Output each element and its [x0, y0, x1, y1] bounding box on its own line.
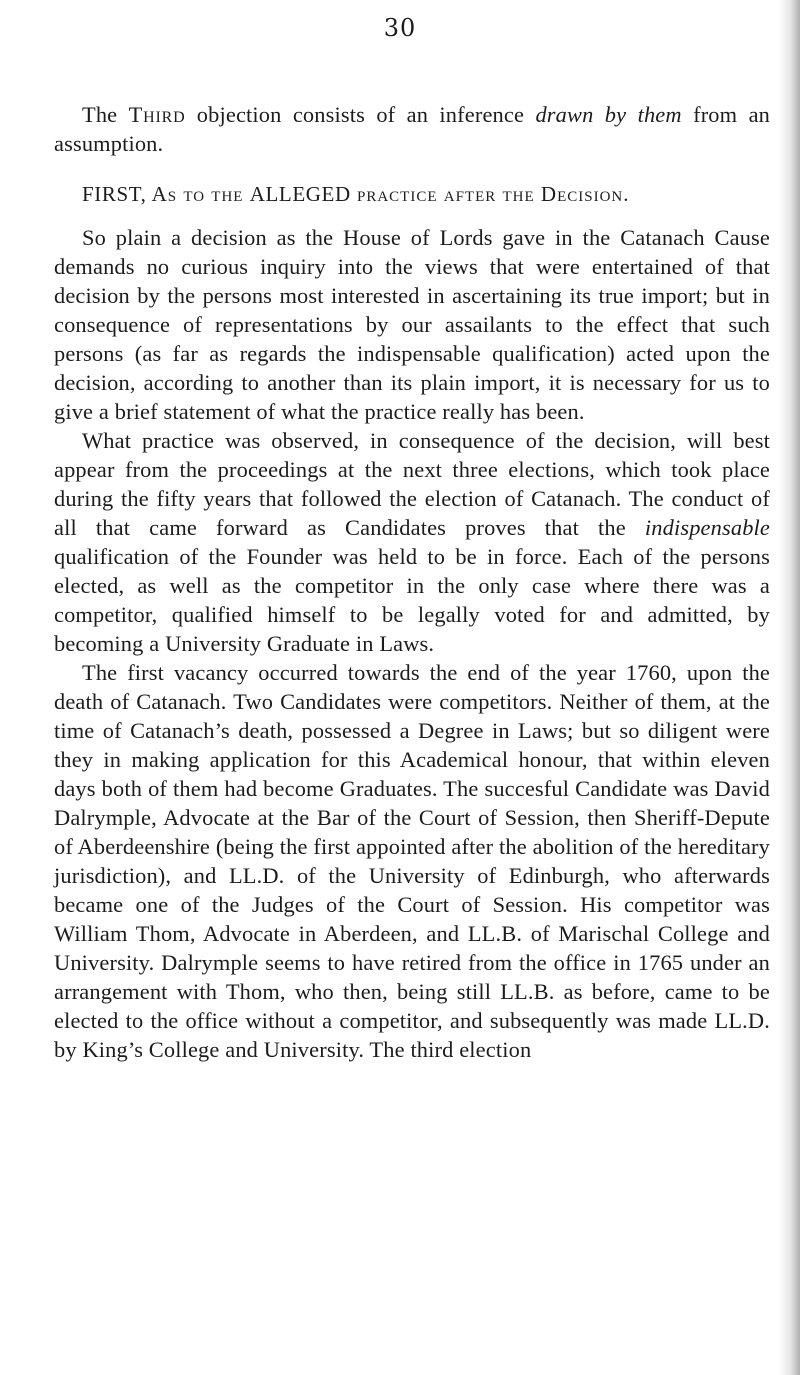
paragraph-2-indispensable-italic: indispensable	[644, 515, 770, 540]
paragraph-2	[54, 426, 770, 658]
paragraph-3: The first vacancy occurred towards the end of the year 1760, upon the death of Catanach. Two Candidates were competitors. Neither of them, at the time of Catanach’s death, possessed a Degree in Laws; but so diligent were they in making application for this Academical honour, that within eleven days both of them had become Graduates. The succesful Candidate was David Dalrymple, Advocate at the Bar of the Court of Session, then Sheriff-Depute of Aberdeenshire (being the first appointed after the abolition of the hereditary jurisdiction), and LL.D. of the University of Edinburgh, who afterwards became one of the Judges of the Court of Session. His competitor was William Thom, Advocate in Aberdeen, and LL.B. of Marischal College and University. Dalrymple seems to have retired from the office in 1765 under an arrangement with Thom, who then, being still LL.B. as before, came to be elected to the office without a competitor, and subsequently was made LL.D. by King’s College and University. The third election	[54, 660, 770, 1062]
heading-as-to-the: As to the	[146, 182, 250, 206]
intro-drawn-by-them-italic: drawn by them	[535, 102, 682, 127]
section-heading	[54, 180, 770, 209]
intro-text-3: from an assumption.	[54, 102, 771, 156]
intro-text-1: The	[82, 102, 129, 127]
heading-rest: practice after the Decision.	[350, 182, 630, 206]
page-edge-shadow	[778, 0, 800, 1375]
paragraph-2-text-1: What practice was observed, in consequence of the decision, will best appear from the proceedings at the next three elections, which took place during the fifty years that followed the election of Catanach. The conduct of all that came forward as Candidates proves that the	[54, 428, 770, 540]
page-number: 30	[383, 14, 417, 42]
intro-third-smallcaps: Third	[128, 102, 186, 127]
body-text	[54, 100, 770, 1064]
paragraph-1: So plain a decision as the House of Lords gave in the Catanach Cause demands no curious inquiry into the views that were entertained of that decision by the persons most interested in ascertaining its true import; but in consequence of representations by our assailants to the effect that such persons (as far as regards the indispensable qualification) acted upon the decision, according to another than its plain import, it is necessary for us to give a brief statement of what the practice really has been.	[54, 225, 770, 424]
paragraph-2-text-2: qualification of the Founder was held to be in force. Each of the persons elected, as well as the competitor in the only case where there was a competitor, qualified himself to be legally voted for and admitted, by becoming a University Graduate in Laws.	[54, 544, 770, 656]
intro-text-2: objection consists of an inference	[185, 102, 536, 127]
intro-paragraph	[54, 100, 770, 158]
heading-alleged: ALLEGED	[249, 182, 351, 206]
heading-first: FIRST,	[82, 182, 147, 206]
